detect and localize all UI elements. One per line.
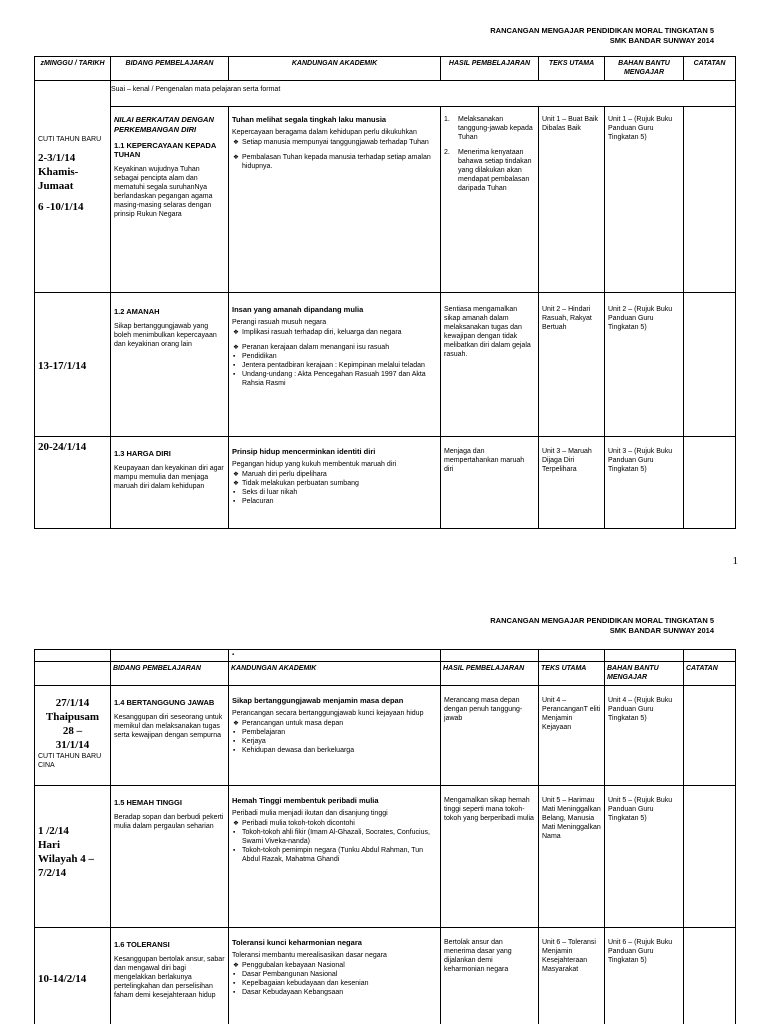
subtopic-text: Kesanggupan bertolak ansur, sabar dan mengawal diri bagi mengelakkan berlakunya pertelingkahan dan perselisihan faham demi kesejahteraan hidup — [114, 956, 225, 999]
kandungan-cell — [229, 107, 441, 293]
column-header-bidang: BIDANG PEMBELAJARAN — [111, 57, 229, 81]
column-header-hasil: HASIL PEMBELAJARAN — [441, 662, 539, 686]
catatan-cell — [684, 686, 736, 786]
content-text: Perancangan secara bertanggungjawab kunci kejayaan hidup — [232, 710, 424, 717]
list-item: ❖ Tidak melakukan perbuatan sumbang — [233, 480, 359, 487]
content-title: Insan yang amanah dipandang mulia — [232, 305, 364, 314]
week-day: Jumaat — [38, 180, 74, 192]
list-item: ▪ Jentera pentadbiran kerajaan : Kepimpinan melalui teladan — [233, 362, 425, 369]
table-row — [35, 293, 736, 437]
column-header-minggu: zMINGGU / TARIKH — [35, 57, 111, 81]
spacer-cell — [441, 650, 539, 662]
list-item: ▪ Seks di luar nikah — [233, 489, 298, 496]
teks-cell: Unit 5 – Harimau Mati Meninggalkan Belang, Manusia Mati Meninggalkan Nama — [539, 786, 605, 928]
bidang-cell — [111, 293, 229, 437]
spacer-row — [35, 650, 736, 662]
week-date: 1 /2/14 — [38, 825, 69, 837]
teks-cell: Unit 4 – PerancanganT eliti Menjamin Kejayaan — [539, 686, 605, 786]
content-list — [232, 819, 437, 864]
content-text: Pegangan hidup yang kukuh membentuk maruah diri — [232, 461, 397, 468]
content-list — [232, 328, 437, 388]
holiday-note: CUTI TAHUN BARU — [38, 136, 102, 143]
column-header-bahan: BAHAN BANTU MENGAJAR — [605, 57, 684, 81]
bidang-cell — [111, 928, 229, 1024]
list-item: ▪ Kerjaya — [233, 738, 266, 745]
table-row — [35, 786, 736, 928]
subtopic-title: 1.2 AMANAH — [114, 307, 160, 316]
table-row — [35, 928, 736, 1024]
list-item: ❖ Implikasi rasuah terhadap diri, keluarga dan negara — [233, 329, 402, 336]
content-text: Peribadi mulia menjadi ikutan dan disanjung tinggi — [232, 810, 388, 817]
holiday-name: Hari — [38, 839, 60, 851]
list-item: ▪ Dasar Pembangunan Nasional — [233, 971, 338, 978]
teks-cell: Unit 1 – Buat Baik Dibalas Baik — [539, 107, 605, 293]
intro-row — [35, 81, 736, 107]
week-date: 31/1/14 — [55, 739, 90, 751]
square-bullet-icon: ▪ — [233, 489, 236, 496]
kandungan-cell — [229, 928, 441, 1024]
page-number: 1 — [732, 555, 738, 567]
week-cell — [35, 786, 111, 928]
list-item: ▪ Kehidupan dewasa dan berkeluarga — [233, 747, 355, 754]
subtopic-text: Beradap sopan dan berbudi pekerti mulia dalam pergaulan seharian — [114, 814, 224, 830]
square-bullet-icon: ▪ — [233, 738, 236, 745]
square-bullet-icon: ▪ — [233, 371, 236, 378]
subtopic-title: 1.3 HARGA DIRI — [114, 449, 171, 458]
school-name: SMK BANDAR SUNWAY 2014 — [609, 36, 714, 45]
intro-text: Suai – kenal / Pengenalan mata pelajaran serta format — [111, 81, 736, 107]
hasil-cell: Menjaga dan mempertahankan maruah diri — [441, 437, 539, 529]
week-date: 20-24/1/14 — [38, 441, 87, 453]
holiday-name: Thaipusam — [45, 711, 100, 723]
subtopic-text: Kesanggupan diri seseorang untuk memikul dan melaksanakan tugas serta kewajipan dengan sempurna — [114, 714, 223, 739]
square-bullet-icon: ▪ — [233, 829, 236, 836]
kandungan-cell — [229, 293, 441, 437]
list-item: ▪ Pembelajaran — [233, 729, 286, 736]
list-item: ▪ Pelacuran — [233, 498, 274, 505]
content-list — [232, 719, 437, 755]
list-item: 1. Melaksanakan tanggung-jawab kepada Tuhan — [444, 116, 533, 141]
list-item: ❖ Perancangan untuk masa depan — [233, 720, 344, 727]
topic-title: NILAI BERKAITAN DENGAN PERKEMBANGAN DIRI — [114, 115, 214, 134]
catatan-cell — [684, 293, 736, 437]
content-title: Toleransi kunci keharmonian negara — [232, 938, 362, 947]
bahan-cell: Unit 5 – (Rujuk Buku Panduan Guru Tingkatan 5) — [605, 786, 684, 928]
square-bullet-icon: ▪ — [233, 847, 236, 854]
list-item: ❖ Maruah diri perlu dipelihara — [233, 471, 327, 478]
hasil-cell: Merancang masa depan dengan penuh tanggung-jawab — [441, 686, 539, 786]
subtopic-title: 1.1 KEPERCAYAAN KEPADA TUHAN — [114, 141, 216, 159]
week-cell — [35, 293, 111, 437]
week-cell — [35, 686, 111, 786]
square-bullet-icon: ▪ — [233, 747, 236, 754]
bahan-cell: Unit 3 – (Rujuk Buku Panduan Guru Tingkatan 5) — [605, 437, 684, 529]
content-list — [232, 961, 437, 997]
kandungan-cell — [229, 786, 441, 928]
list-item: 2. Menerima kenyataan bahawa setiap tindakan yang dilakukan akan mendapat pembalasan daripada Tuhan — [444, 149, 532, 192]
list-item: ❖ Peranan kerajaan dalam menangani isu rasuah — [233, 344, 390, 351]
square-bullet-icon: ▪ — [233, 362, 236, 369]
list-item: ▪ Pendidikan — [233, 353, 277, 360]
square-bullet-icon: ▪ — [233, 989, 236, 996]
catatan-cell — [684, 928, 736, 1024]
content-text: Perangi rasuah musuh negara — [232, 319, 327, 326]
bidang-cell — [111, 437, 229, 529]
list-item: ▪ Tokoh-tokoh pemimpin negara (Tunku Abdul Rahman, Tun Abdul Razak, Mahatma Ghandi — [233, 847, 424, 863]
spacer-cell — [229, 650, 441, 662]
catatan-cell — [684, 437, 736, 529]
hasil-cell: Sentiasa mengamalkan sikap amanah dalam melaksanakan tugas dan kewajipan dengan tidak melibatkan diri dalam gejala rasuah. — [441, 293, 539, 437]
hasil-cell — [441, 107, 539, 293]
spacer-cell — [605, 650, 684, 662]
teks-cell: Unit 3 – Maruah Dijaga Diri Terpelihara — [539, 437, 605, 529]
bahan-cell: Unit 1 – (Rujuk Buku Panduan Guru Tingkatan 5) — [605, 107, 684, 293]
table-row — [35, 437, 736, 529]
spacer-cell — [684, 650, 736, 662]
content-title: Tuhan melihat segala tingkah laku manusia — [232, 115, 387, 124]
subtopic-title: 1.6 TOLERANSI — [114, 940, 170, 949]
week-cell — [35, 928, 111, 1024]
lesson-plan-table-page1 — [34, 56, 736, 529]
column-header-hasil: HASIL PEMBELAJARAN — [441, 57, 539, 81]
square-bullet-icon: ▪ — [233, 971, 236, 978]
week-date: 7/2/14 — [38, 867, 67, 879]
diamond-bullet-icon: ❖ — [233, 471, 239, 478]
content-text: Toleransi membantu merealisasikan dasar negara — [232, 952, 387, 959]
hasil-cell: Mengamalkan sikap hemah tinggi seperti mana tokoh-tokoh yang berperibadi mulia — [441, 786, 539, 928]
catatan-cell — [684, 786, 736, 928]
header-row — [35, 662, 736, 686]
list-item: ❖ Penggubalan kebayaan Nasional — [233, 962, 345, 969]
column-header-minggu — [35, 662, 111, 686]
list-item: ▪ Tokoh-tokoh ahli fikir (Imam Al-Ghazali, Socrates, Confucius, Swami Viveka-nanda) — [233, 829, 430, 845]
diamond-bullet-icon: ❖ — [233, 720, 239, 727]
list-item: ❖ Peribadi mulia tokoh-tokoh dicontohi — [233, 820, 355, 827]
bahan-cell: Unit 4 – (Rujuk Buku Panduan Guru Tingkatan 5) — [605, 686, 684, 786]
subtopic-text: Keupayaan dan keyakinan diri agar mampu memulia dan menjaga maruah diri dalam kehidupan — [114, 465, 224, 490]
bidang-cell — [111, 786, 229, 928]
diamond-bullet-icon: ❖ — [233, 154, 239, 161]
week-date: 13-17/1/14 — [38, 360, 87, 372]
subtopic-title: 1.5 HEMAH TINGGI — [114, 798, 182, 807]
bidang-cell — [111, 686, 229, 786]
content-title: Hemah Tinggi membentuk peribadi mulia — [232, 796, 379, 805]
list-item: ▪ Dasar Kebudayaan Kebangsaan — [233, 989, 344, 996]
column-header-teks: TEKS UTAMA — [539, 57, 605, 81]
document-title: RANCANGAN MENGAJAR PENDIDIKAN MORAL TINGKATAN 5 — [490, 26, 714, 35]
diamond-bullet-icon: ❖ — [233, 480, 239, 487]
week-cell — [35, 437, 111, 529]
column-header-catatan: CATATAN — [684, 57, 736, 81]
content-list — [232, 138, 437, 171]
content-title: Sikap bertanggungjawab menjamin masa depan — [232, 696, 404, 705]
week-date: 10-14/2/14 — [38, 973, 87, 985]
subtopic-text: Sikap bertanggungjawab yang boleh menimbulkan kepercayaan dan keyakinan orang lain — [114, 323, 217, 348]
table-row — [35, 107, 736, 293]
square-bullet-icon: ▪ — [233, 498, 236, 505]
list-item: ▪ Undang-undang : Akta Pencegahan Rasuah 1997 dan Akta Rahsia Rasmi — [233, 371, 426, 387]
diamond-bullet-icon: ❖ — [233, 139, 239, 146]
list-item: ❖ Setiap manusia mempunyai tanggungjawab terhadap Tuhan — [233, 139, 429, 146]
catatan-cell — [684, 107, 736, 293]
outcome-list — [444, 115, 535, 193]
week-cell — [35, 81, 111, 293]
school-name: SMK BANDAR SUNWAY 2014 — [609, 626, 714, 635]
column-header-bidang: BIDANG PEMBELAJARAN — [111, 662, 229, 686]
column-header-kandungan: KANDUNGAN AKADEMIK — [229, 662, 441, 686]
holiday-note: CUTI TAHUN BARU CINA — [38, 753, 102, 769]
week-date: 28 – — [62, 725, 83, 737]
teks-cell: Unit 2 – Hindari Rasuah, Rakyat Bertuah — [539, 293, 605, 437]
kandungan-cell — [229, 437, 441, 529]
document-title: RANCANGAN MENGAJAR PENDIDIKAN MORAL TINGKATAN 5 — [490, 616, 714, 625]
week-date: 6 -10/1/14 — [38, 201, 84, 213]
subtopic-text: Keyakinan wujudnya Tuhan sebagai pencipta alam dan mematuhi segala suruhanNya berlandaskan pegangan agama masing-masing selaras dengan prinsip Rukun Negara — [114, 166, 213, 218]
table-row — [35, 686, 736, 786]
column-header-bahan: BAHAN BANTU MENGAJAR — [605, 662, 684, 686]
square-bullet-icon: ▪ — [232, 652, 235, 658]
week-date: 2-3/1/14 — [38, 152, 76, 164]
column-header-catatan: CATATAN — [684, 662, 736, 686]
header-row — [35, 57, 736, 81]
content-title: Prinsip hidup mencerminkan identiti diri — [232, 447, 376, 456]
column-header-teks: TEKS UTAMA — [539, 662, 605, 686]
spacer-cell — [539, 650, 605, 662]
teks-cell: Unit 6 – Toleransi Menjamin Kesejahteraan Masyarakat — [539, 928, 605, 1024]
bidang-cell — [111, 107, 229, 293]
spacer-cell — [111, 650, 229, 662]
week-date: 27/1/14 — [55, 697, 90, 709]
bahan-cell: Unit 6 – (Rujuk Buku Panduan Guru Tingkatan 5) — [605, 928, 684, 1024]
document-header — [490, 26, 714, 46]
content-list — [232, 470, 437, 506]
list-item: ❖ Pembalasan Tuhan kepada manusia terhadap setiap amalan hidupnya. — [233, 154, 431, 170]
diamond-bullet-icon: ❖ — [233, 962, 239, 969]
list-item: ▪ Kepelbagaian kebudayaan dan kesenian — [233, 980, 369, 987]
diamond-bullet-icon: ❖ — [233, 820, 239, 827]
week-date: Wilayah 4 – — [38, 853, 95, 865]
subtopic-title: 1.4 BERTANGGUNG JAWAB — [114, 698, 215, 707]
document-header — [490, 616, 714, 636]
diamond-bullet-icon: ❖ — [233, 344, 239, 351]
column-header-kandungan: KANDUNGAN AKADEMIK — [229, 57, 441, 81]
diamond-bullet-icon: ❖ — [233, 329, 239, 336]
spacer-cell — [35, 650, 111, 662]
bahan-cell: Unit 2 – (Rujuk Buku Panduan Guru Tingkatan 5) — [605, 293, 684, 437]
square-bullet-icon: ▪ — [233, 729, 236, 736]
hasil-cell: Bertolak ansur dan menerima dasar yang dijalankan demi keharmonian negara — [441, 928, 539, 1024]
lesson-plan-table-page2 — [34, 649, 736, 1024]
kandungan-cell — [229, 686, 441, 786]
square-bullet-icon: ▪ — [233, 353, 236, 360]
content-text: Kepercayaan beragama dalam kehidupan perlu dikukuhkan — [232, 129, 417, 136]
square-bullet-icon: ▪ — [233, 980, 236, 987]
week-day: Khamis- — [38, 166, 79, 178]
